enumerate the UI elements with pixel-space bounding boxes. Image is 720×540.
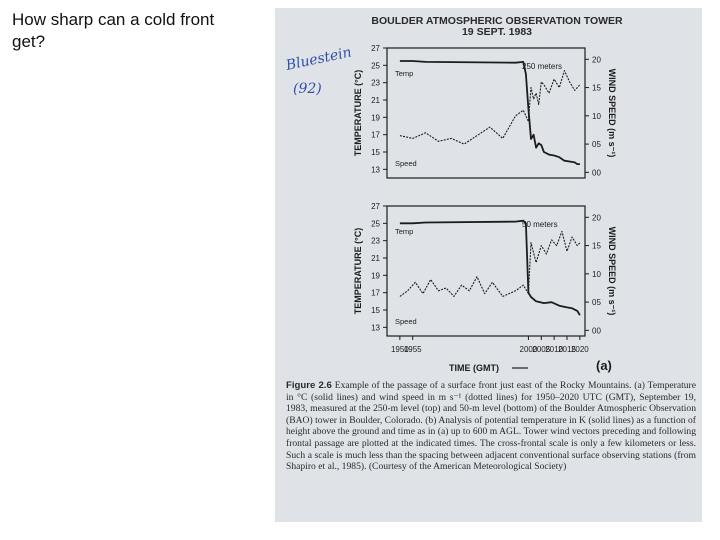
series-label: Speed xyxy=(395,317,417,326)
speed-line xyxy=(400,231,580,296)
y-tick-label: 15 xyxy=(371,148,380,157)
y-tick-label: 17 xyxy=(371,288,380,298)
chart-panel-2 xyxy=(353,202,617,373)
speed-line xyxy=(400,71,580,145)
y-right-tick-label: 20 xyxy=(592,213,601,223)
y-right-tick-label: 15 xyxy=(592,83,601,93)
figure-caption xyxy=(286,380,696,473)
y-tick-label: 21 xyxy=(371,96,380,105)
panel-label: (a) xyxy=(596,358,612,373)
slide-title: How sharp can a cold front get? xyxy=(12,10,215,51)
y-tick-label: 13 xyxy=(371,165,380,175)
y-right-tick-label: 05 xyxy=(592,298,601,308)
y-tick-label: 19 xyxy=(371,271,380,281)
x-tick-label: 1950 xyxy=(390,345,409,354)
y-tick-label: 25 xyxy=(371,61,380,71)
x-axis-title: TIME (GMT) xyxy=(449,363,499,373)
y-tick-label: 17 xyxy=(371,130,380,140)
y-right-tick-label: 05 xyxy=(592,140,601,150)
y-right-tick-label: 00 xyxy=(592,326,601,336)
y-axis-title: TEMPERATURE (°C) xyxy=(353,227,363,315)
y-tick-label: 23 xyxy=(371,236,380,246)
temp-line xyxy=(400,221,580,316)
scanned-figure xyxy=(275,8,702,522)
x-tick-label: 1955 xyxy=(403,345,422,354)
y-tick-label: 25 xyxy=(371,219,380,229)
y-right-tick-label: 00 xyxy=(592,168,601,178)
handwritten-note: Bluestein xyxy=(284,44,354,74)
panel-height-label: 50 meters xyxy=(522,220,558,229)
caption-text: Example of the passage of a surface front just east of the Rocky Mountains. (a) Temperature in °C (solid lines) and wind speed in m s⁻¹ (dotted lines) for 1950–2020 UTC (GMT), September 19, 1983, measured at the 250-m level (top) and 50-m level (bottom) of the Boulder Atmospheric Observation (BAO) tower in Boulder, Colorado. (b) Analysis of potential temperature in K (solid lines) as a function of height above the ground and time as in (a) up to 600 m AGL. Tower wind vectors preceding and following frontal passage are plotted at the indicated times. The cross-frontal scale is only a few kilometers or less. Such a scale is much less than the spacing between adjacent conventional surface observing stations (from Shapiro et al., 1985). (Courtesy of the American Meteorological Society) xyxy=(286,380,696,473)
chart-panel-1 xyxy=(353,44,617,178)
x-tick-label: 2020 xyxy=(570,345,589,354)
figure-date: 19 SEPT. 1983 xyxy=(461,26,533,38)
y-tick-label: 21 xyxy=(371,254,380,263)
y-right-tick-label: 10 xyxy=(592,111,601,121)
y-tick-label: 27 xyxy=(371,202,380,211)
y-right-tick-label: 10 xyxy=(592,269,601,279)
handwritten-note-number: (92) xyxy=(293,81,322,97)
figure-header: BOULDER ATMOSPHERIC OBSERVATION TOWER xyxy=(371,15,623,27)
y-tick-label: 13 xyxy=(371,323,380,333)
series-label: Speed xyxy=(395,159,417,168)
y-axis-title: TEMPERATURE (°C) xyxy=(353,69,363,157)
x-tick-label: 2005 xyxy=(532,345,551,354)
x-tick-label: 2010 xyxy=(545,345,564,354)
y-tick-label: 23 xyxy=(371,78,380,88)
y-tick-label: 27 xyxy=(371,44,380,53)
temp-line xyxy=(400,61,580,164)
caption-figure-label: Figure 2.6 xyxy=(286,380,332,391)
series-label: Temp xyxy=(395,227,414,236)
x-tick-label: 2000 xyxy=(519,345,538,354)
y-tick-label: 19 xyxy=(371,113,380,123)
y-right-axis-title: WIND SPEED (m s⁻¹) xyxy=(607,226,617,316)
panel-height-label: 250 meters xyxy=(522,62,563,71)
y-tick-label: 15 xyxy=(371,306,380,315)
series-label: Temp xyxy=(395,69,414,78)
y-right-axis-title: WIND SPEED (m s⁻¹) xyxy=(607,68,617,158)
y-right-tick-label: 15 xyxy=(592,241,601,251)
y-right-tick-label: 20 xyxy=(592,55,601,65)
x-tick-label: 2015 xyxy=(558,345,576,354)
